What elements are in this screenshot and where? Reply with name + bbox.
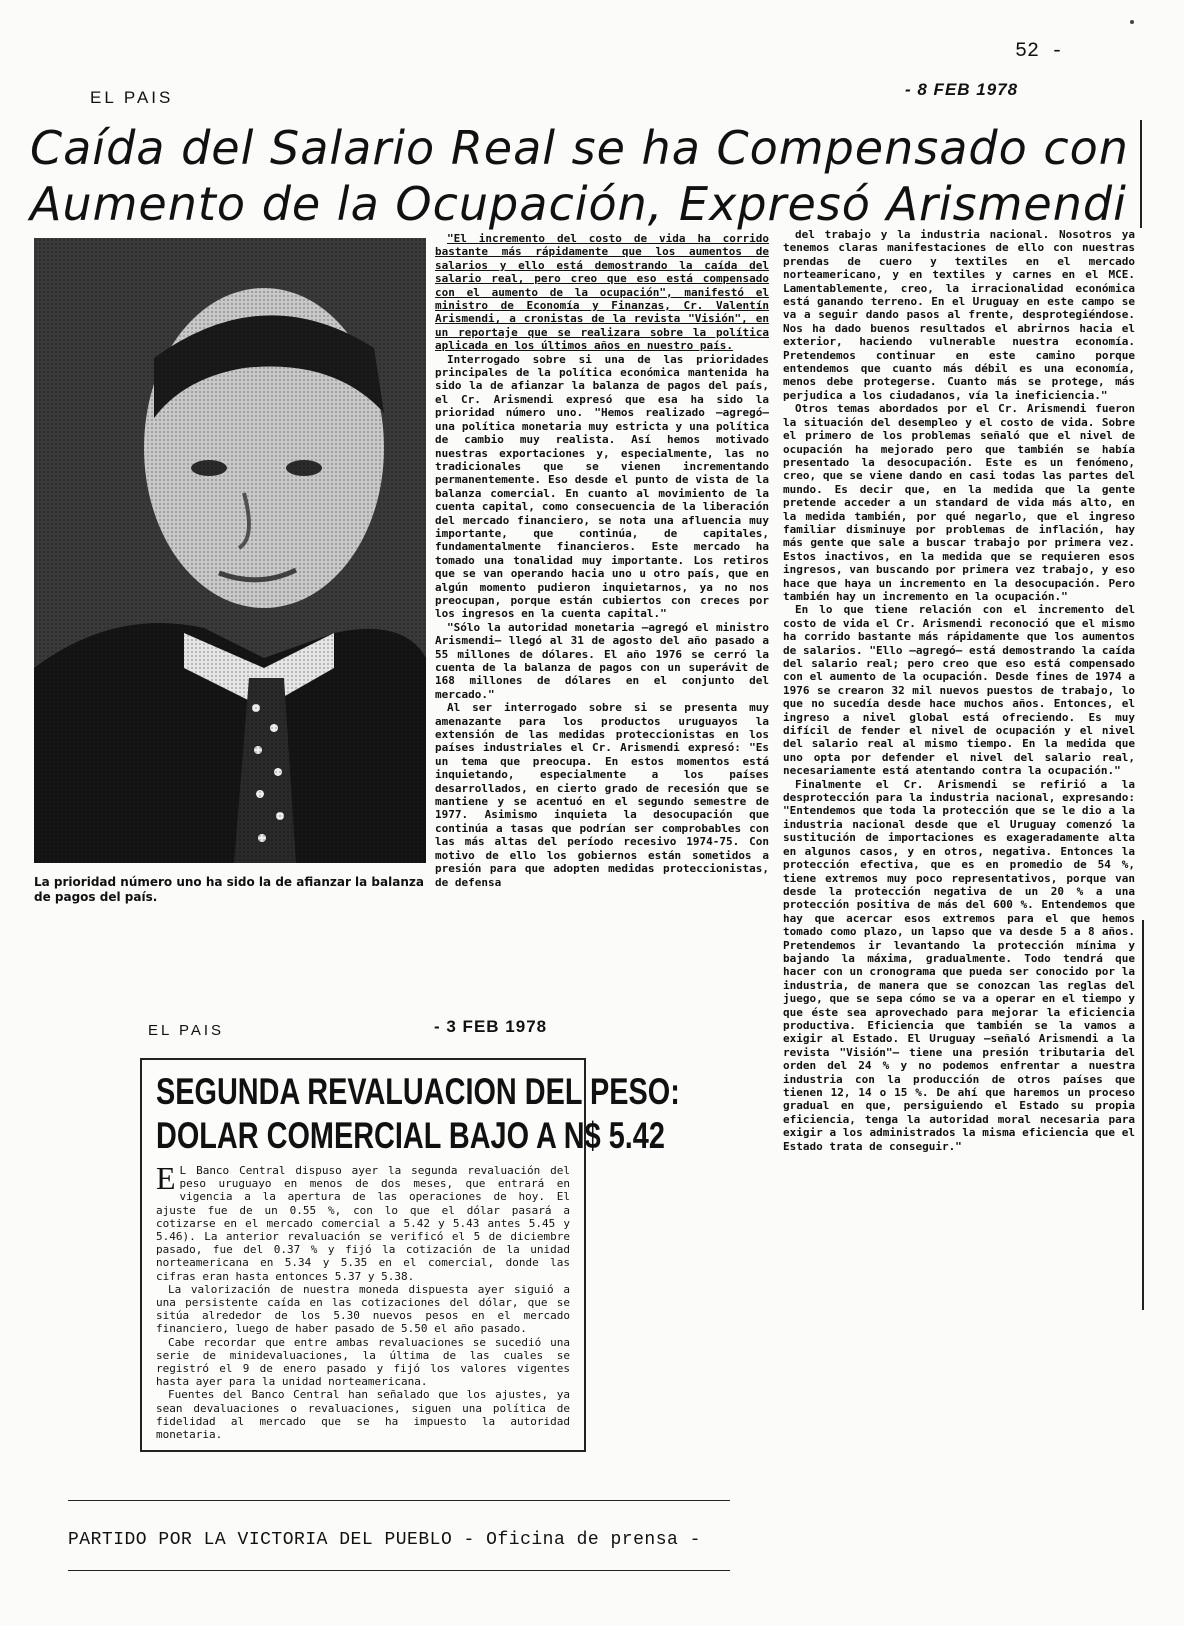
paragraph: Interrogado sobre si una de las prioridades principales de la política económica mantenida ha sido la de afianzar la balanza de pagos del país, el Cr. Arismendi expresó que esa ha sido la prioridad número uno. "Hemos realizado —agregó— una política monetaria muy estricta y una política de cambio muy realista. Así hemos motivado nuestras exportaciones y, especialmente, las no tradicionales que se vienen incrementando permanentemente. Eso desde el punto de vista de la balanza comercial. En cuanto al movimiento de la cuenta capital, como consecuencia de la liberación del mercado financiero, se nota una afluencia muy importante, que continúa, de capitales, fundamentalmente financieros. Este mercado ha tomado una tonalidad muy importante. Los retiros que se van operando hacia uno u otro país, que en algún momento pudieron inquietarnos, ya no nos preocupan, porque están cubiertos con creces por los ingresos en la cuenta capital." <box>435 352 769 621</box>
paragraph: "El incremento del costo de vida ha corrido bastante más rápidamente que los aumentos de salarios y ello está demostrando la caída del salario real, pero creo que eso está compensado con el aumento de la ocupación", manifestó el ministro de Economía y Finanzas, Cr. Valentín Arismendi, a cronistas de la revista "Visión", en un reportaje que se realizara sobre la política aplicada en los últimos años en nuestro país. <box>435 232 769 353</box>
paragraph: Fuentes del Banco Central han señalado que los ajustes, ya sean devaluaciones o revaluaciones, siguen una política de fidelidad al mercado que se ha impuesto la autoridad monetaria. <box>156 1388 570 1442</box>
paragraph: Al ser interrogado sobre si se presenta muy amenazante para los productos uruguayos la extensión de las medidas proteccionistas en los países industriales el Cr. Arismendi expresó: "Es un tema que preocupa. En estos momentos está inquietando, especialmente a los países desarrollados, en cierto grado de recesión que se mantiene y se acentuó en el segundo semestre de 1977. Asimismo inquieta la desocupación que continúa a tasas que podrían ser comprobables con las más altas del período recesivo 1974-75. Con motivo de ello los gobiernos están sometidos a presión para que adopten medidas proteccionistas, de defensa <box>435 701 769 889</box>
paragraph <box>156 1160 570 1283</box>
box-headline-line-1: SEGUNDA REVALUACION DEL PESO: <box>156 1071 680 1112</box>
headline-line-2: Aumento de la Ocupación, Expresó Arismendi <box>30 177 1127 231</box>
page-number: 52 - <box>1015 40 1064 63</box>
box-article-body <box>156 1160 570 1442</box>
paragraph: del trabajo y la industria nacional. Nosotros ya tenemos claras manifestaciones de ello con nuestras prendas de cuero y textiles en el mercado norteamericano, y en textiles y carnes en el MCE. Lamentablemente, creo, la irracionalidad económica está ganando terreno. En el Uruguay en este campo se va a seguir dando pasos al frente, desprotegiéndose. Nos ha dado buenos resultados el abrirnos hacia el exterior, haciendo vulnerable nuestra economía. Pretendemos continuar en este camino porque entendemos que cuanto más débil es una economía, menos debe protegerse. Cuanto más se protege, más perjudica a los ciudadanos, vía la ineficiencia." <box>783 228 1135 402</box>
headline-rule <box>1140 120 1142 228</box>
minister-photo <box>34 238 426 863</box>
clipping-date-2: - 3 FEB 1978 <box>434 1017 548 1036</box>
box-headline-line-2: DOLAR COMERCIAL BAJO A N$ 5.42 <box>156 1115 665 1156</box>
paragraph: En lo que tiene relación con el incremento del costo de vida el Cr. Arismendi reconoció que el mismo ha corrido bastante más rápidamente que los aumentos de salarios. "Ello —agregó— está demostrando la caída del salario real; pero creo que eso está compensado con el aumento de la ocupación. Desde fines de 1974 a 1976 se crearon 32 mil nuevos puestos de trabajo, lo que no sucedía desde hace muchos años. Entonces, el ingreso a nivel global está ofreciendo. Es muy difícil de fender el nivel de ocupación y el nivel del salario real al mismo tiempo. En la medida que uno opta por defender el nivel del salario real, necesariamente está atentando contra la ocupación." <box>783 603 1135 778</box>
paragraph: Finalmente el Cr. Arismendi se refirió a la desprotección para la industria nacional, expresando: "Entendemos que toda la protección que se le dio a la industria nacional desde que el Uruguay comenzó la sustitución de importaciones es exageradamente alta en algunos casos, y en otros, negativa. Entonces la protección efectiva, que es en promedio de 54 %, tiene extremos muy poco representativos, porque van desde la protección negativa de un 20 % a una protección positiva de más del 600 %. Entendemos que hay que acercar esos extremos para el que hemos tomado como plazo, un lapso que va desde 5 a 8 años. Pretendemos ir levantando la protección mínima y bajando la máxima, gradualmente. Todo tendrá que hacer con un cronograma que pueda ser conocido por la industria, de manera que se conozcan las reglas del juego, que se sepa cómo se va a operar en el tiempo y que éste sea aprovechado para mejorar la eficiencia productiva. Eficiencia que también se la vamos a exigir al Estado. El Uruguay —señaló Arismendi a la revista "Visión"— tiene una presión tributaria del orden del 24 % y no podemos enfrentar a nuestra industria con la producción de otros países que tienen 12, 14 o 15 %. De ahí que haremos un proceso gradual en que, persiguiendo el Estado su propia eficiencia, tenga la autoridad moral necesaria para exigir a los administrados la misma eficiencia que el Estado trata de conseguir." <box>783 777 1135 1153</box>
drop-cap: E <box>156 1160 176 1196</box>
paragraph-text: L Banco Central dispuso ayer la segunda revaluación del peso uruguayo en menos de dos meses, que entrará en vigencia a la apertura de las operaciones de hoy. El ajuste fue de un 0.55 %, con lo que el dólar pasará a cotizarse en el mercado comercial a 5.42 y 5.43 antes 5.45 y 5.46). La anterior revaluación se verificó el 5 de diciembre pasado, fue del 0.37 % y fijó la cotización de la unidad norteamericana en 5.34 y 5.35 en el comercial, donde las cifras eran hasta entonces 5.37 y 5.38. <box>156 1164 570 1283</box>
paragraph: "Sólo la autoridad monetaria —agregó el ministro Arismendi— llegó al 31 de agosto del año pasado a 55 millones de dólares. El año 1976 se cerró la cuenta de la balanza de pagos con un superávit de 168 millones de dólares en el conjunto del mercado." <box>435 620 769 701</box>
footer-text: PARTIDO POR LA VICTORIA DEL PUEBLO - Oficina de prensa - <box>68 1530 701 1550</box>
portrait-illustration <box>34 238 426 863</box>
paragraph: La valorización de nuestra moneda dispuesta ayer siguió a una persistente caída en las cotizaciones del dólar, que se sitúa alrededor de los 5.30 nuevos pesos en el mercado financiero, luego de haber pasado de 5.50 el año pasado. <box>156 1282 570 1336</box>
article-headline <box>30 120 1155 232</box>
newspaper-source-2: EL PAIS <box>148 1022 225 1039</box>
paragraph: Cabe recordar que entre ambas revaluaciones se sucedió una serie de minidevaluaciones, la última de las cuales se registró el 9 de enero pasado y fijó los valores vigentes hasta ayer para la unidad norteamericana. <box>156 1335 570 1389</box>
paper-speck <box>1130 20 1134 24</box>
article-box-revaluacion <box>140 1058 680 1452</box>
headline-line-1: Caída del Salario Real se ha Compensado con <box>30 121 1129 175</box>
article-column-right <box>783 228 1135 1318</box>
article-column-middle <box>435 232 769 900</box>
clipping-date-1: - 8 FEB 1978 <box>905 80 1019 99</box>
paragraph: Otros temas abordados por el Cr. Arismendi fueron la situación del desempleo y el costo de vida. Sobre el primero de los problemas señaló que el nivel de ocupación ha mejorado pero que también se había presentado la desocupación. Este es un fenómeno, creo, que se viene dando en casi todas las partes del mundo. Es decir que, en la medida que la gente pretende acceder a un standard de vida más alto, en la medida también, por qué negarlo, que el ingreso familiar disminuye por problemas de inflación, hay más gente que sale a buscar trabajo por primera vez. Estos inactivos, en la medida que se requieren esos ingresos, van buscando por primera vez trabajo, y eso hace que haya un incremento en la desocupación. Pero también hay un incremento en la ocupación." <box>783 402 1135 603</box>
newspaper-source-1: EL PAIS <box>90 88 174 107</box>
column-rule <box>1142 920 1144 1310</box>
footer-rule-bottom <box>68 1570 730 1571</box>
photo-caption: La prioridad número uno ha sido la de afianzar la balanza de pagos del país. <box>34 875 424 904</box>
footer-rule-top <box>68 1500 730 1501</box>
